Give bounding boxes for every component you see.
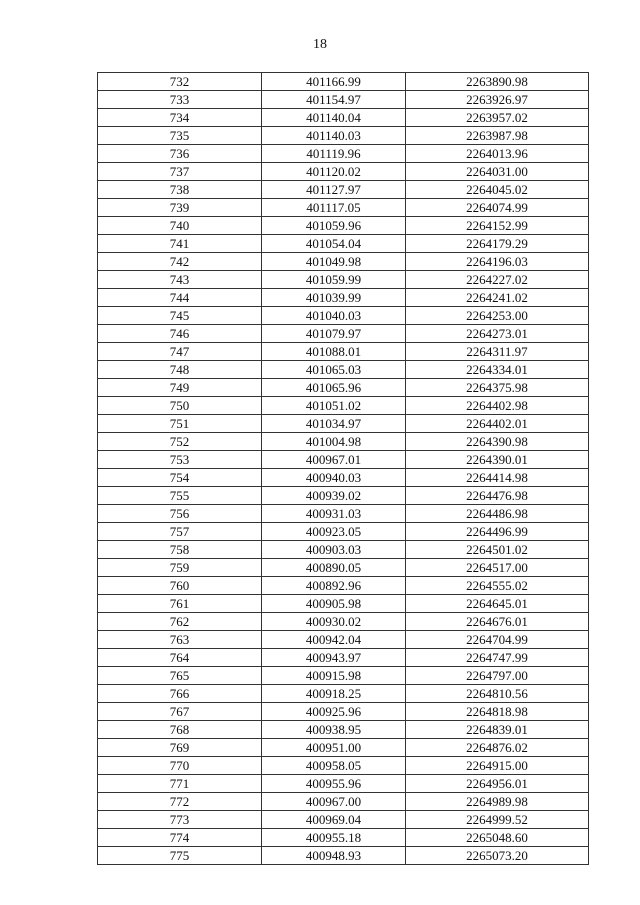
y-coordinate-cell: 2264311.97 [406,343,589,361]
point-number-cell: 773 [98,811,262,829]
x-coordinate-cell: 400940.03 [262,469,406,487]
point-number-cell: 746 [98,325,262,343]
x-coordinate-cell: 400925.96 [262,703,406,721]
table-row [98,343,589,361]
table-row [98,91,589,109]
x-coordinate-cell: 400923.05 [262,523,406,541]
x-coordinate-cell: 400951.00 [262,739,406,757]
x-coordinate-cell: 400892.96 [262,577,406,595]
point-number-cell: 762 [98,613,262,631]
x-coordinate-cell: 401117.05 [262,199,406,217]
y-coordinate-cell: 2264390.01 [406,451,589,469]
y-coordinate-cell: 2264496.99 [406,523,589,541]
y-coordinate-cell: 2264989.98 [406,793,589,811]
point-number-cell: 738 [98,181,262,199]
point-number-cell: 740 [98,217,262,235]
x-coordinate-cell: 401140.04 [262,109,406,127]
table-row [98,541,589,559]
y-coordinate-cell: 2264152.99 [406,217,589,235]
x-coordinate-cell: 400958.05 [262,757,406,775]
point-number-cell: 772 [98,793,262,811]
table-row [98,235,589,253]
x-coordinate-cell: 401039.99 [262,289,406,307]
y-coordinate-cell: 2264555.02 [406,577,589,595]
y-coordinate-cell: 2264818.98 [406,703,589,721]
table-row [98,397,589,415]
point-number-cell: 775 [98,847,262,865]
x-coordinate-cell: 400905.98 [262,595,406,613]
point-number-cell: 763 [98,631,262,649]
table-row [98,253,589,271]
y-coordinate-cell: 2264031.00 [406,163,589,181]
y-coordinate-cell: 2263957.02 [406,109,589,127]
y-coordinate-cell: 2264390.98 [406,433,589,451]
x-coordinate-cell: 400969.04 [262,811,406,829]
y-coordinate-cell: 2264414.98 [406,469,589,487]
point-number-cell: 753 [98,451,262,469]
table-row [98,595,589,613]
x-coordinate-cell: 401040.03 [262,307,406,325]
y-coordinate-cell: 2265073.20 [406,847,589,865]
x-coordinate-cell: 400955.96 [262,775,406,793]
y-coordinate-cell: 2264956.01 [406,775,589,793]
table-row [98,307,589,325]
y-coordinate-cell: 2263890.98 [406,73,589,91]
x-coordinate-cell: 401065.03 [262,361,406,379]
y-coordinate-cell: 2263987.98 [406,127,589,145]
y-coordinate-cell: 2264402.98 [406,397,589,415]
y-coordinate-cell: 2264810.56 [406,685,589,703]
table-row [98,289,589,307]
x-coordinate-cell: 401140.03 [262,127,406,145]
point-number-cell: 767 [98,703,262,721]
table-row [98,649,589,667]
y-coordinate-cell: 2264876.02 [406,739,589,757]
table-row [98,271,589,289]
table-row [98,775,589,793]
point-number-cell: 754 [98,469,262,487]
table-row [98,523,589,541]
x-coordinate-cell: 400943.97 [262,649,406,667]
table-row [98,127,589,145]
y-coordinate-cell: 2264704.99 [406,631,589,649]
point-number-cell: 771 [98,775,262,793]
x-coordinate-cell: 400948.93 [262,847,406,865]
x-coordinate-cell: 401049.98 [262,253,406,271]
table-row [98,325,589,343]
table-row [98,217,589,235]
table-row [98,73,589,91]
y-coordinate-cell: 2264196.03 [406,253,589,271]
point-number-cell: 757 [98,523,262,541]
coordinates-table [97,72,589,865]
table-row [98,721,589,739]
point-number-cell: 732 [98,73,262,91]
x-coordinate-cell: 401034.97 [262,415,406,433]
x-coordinate-cell: 400918.25 [262,685,406,703]
x-coordinate-cell: 401166.99 [262,73,406,91]
table-row [98,505,589,523]
x-coordinate-cell: 400967.01 [262,451,406,469]
y-coordinate-cell: 2264486.98 [406,505,589,523]
x-coordinate-cell: 400930.02 [262,613,406,631]
x-coordinate-cell: 401059.96 [262,217,406,235]
table-row [98,757,589,775]
table-row [98,631,589,649]
y-coordinate-cell: 2264645.01 [406,595,589,613]
x-coordinate-cell: 401054.04 [262,235,406,253]
table-row [98,163,589,181]
y-coordinate-cell: 2264334.01 [406,361,589,379]
table-row [98,685,589,703]
point-number-cell: 759 [98,559,262,577]
y-coordinate-cell: 2264375.98 [406,379,589,397]
table-row [98,829,589,847]
table-row [98,415,589,433]
y-coordinate-cell: 2264013.96 [406,145,589,163]
point-number-cell: 755 [98,487,262,505]
y-coordinate-cell: 2264402.01 [406,415,589,433]
x-coordinate-cell: 401154.97 [262,91,406,109]
y-coordinate-cell: 2264501.02 [406,541,589,559]
table-row [98,811,589,829]
x-coordinate-cell: 401079.97 [262,325,406,343]
x-coordinate-cell: 400931.03 [262,505,406,523]
point-number-cell: 764 [98,649,262,667]
x-coordinate-cell: 400955.18 [262,829,406,847]
table-row [98,667,589,685]
y-coordinate-cell: 2263926.97 [406,91,589,109]
point-number-cell: 774 [98,829,262,847]
table-row [98,181,589,199]
y-coordinate-cell: 2264179.29 [406,235,589,253]
point-number-cell: 765 [98,667,262,685]
point-number-cell: 769 [98,739,262,757]
point-number-cell: 747 [98,343,262,361]
table-row [98,703,589,721]
table-row [98,469,589,487]
table-row [98,613,589,631]
x-coordinate-cell: 401065.96 [262,379,406,397]
point-number-cell: 770 [98,757,262,775]
y-coordinate-cell: 2264476.98 [406,487,589,505]
point-number-cell: 760 [98,577,262,595]
x-coordinate-cell: 401004.98 [262,433,406,451]
y-coordinate-cell: 2264797.00 [406,667,589,685]
x-coordinate-cell: 401051.02 [262,397,406,415]
table-row [98,433,589,451]
y-coordinate-cell: 2265048.60 [406,829,589,847]
point-number-cell: 736 [98,145,262,163]
point-number-cell: 734 [98,109,262,127]
point-number-cell: 745 [98,307,262,325]
table-row [98,487,589,505]
point-number-cell: 756 [98,505,262,523]
point-number-cell: 742 [98,253,262,271]
x-coordinate-cell: 400939.02 [262,487,406,505]
point-number-cell: 768 [98,721,262,739]
x-coordinate-cell: 401127.97 [262,181,406,199]
y-coordinate-cell: 2264045.02 [406,181,589,199]
point-number-cell: 739 [98,199,262,217]
x-coordinate-cell: 400903.03 [262,541,406,559]
point-number-cell: 761 [98,595,262,613]
y-coordinate-cell: 2264227.02 [406,271,589,289]
table-row [98,361,589,379]
x-coordinate-cell: 400890.05 [262,559,406,577]
point-number-cell: 748 [98,361,262,379]
x-coordinate-cell: 401059.99 [262,271,406,289]
y-coordinate-cell: 2264074.99 [406,199,589,217]
x-coordinate-cell: 400942.04 [262,631,406,649]
y-coordinate-cell: 2264915.00 [406,757,589,775]
table-row [98,451,589,469]
x-coordinate-cell: 400915.98 [262,667,406,685]
point-number-cell: 744 [98,289,262,307]
point-number-cell: 752 [98,433,262,451]
table-row [98,109,589,127]
table-row [98,577,589,595]
point-number-cell: 758 [98,541,262,559]
table-row [98,379,589,397]
table-row [98,199,589,217]
page-number: 18 [313,37,327,52]
point-number-cell: 750 [98,397,262,415]
table-row [98,847,589,865]
point-number-cell: 733 [98,91,262,109]
table-row [98,559,589,577]
table-row [98,739,589,757]
table-row [98,145,589,163]
y-coordinate-cell: 2264241.02 [406,289,589,307]
x-coordinate-cell: 400938.95 [262,721,406,739]
point-number-cell: 741 [98,235,262,253]
table-row [98,793,589,811]
x-coordinate-cell: 400967.00 [262,793,406,811]
y-coordinate-cell: 2264253.00 [406,307,589,325]
point-number-cell: 766 [98,685,262,703]
x-coordinate-cell: 401119.96 [262,145,406,163]
y-coordinate-cell: 2264273.01 [406,325,589,343]
point-number-cell: 751 [98,415,262,433]
point-number-cell: 737 [98,163,262,181]
coordinates-table-body [98,73,589,865]
y-coordinate-cell: 2264747.99 [406,649,589,667]
y-coordinate-cell: 2264676.01 [406,613,589,631]
y-coordinate-cell: 2264839.01 [406,721,589,739]
y-coordinate-cell: 2264517.00 [406,559,589,577]
point-number-cell: 735 [98,127,262,145]
x-coordinate-cell: 401120.02 [262,163,406,181]
x-coordinate-cell: 401088.01 [262,343,406,361]
point-number-cell: 749 [98,379,262,397]
point-number-cell: 743 [98,271,262,289]
y-coordinate-cell: 2264999.52 [406,811,589,829]
